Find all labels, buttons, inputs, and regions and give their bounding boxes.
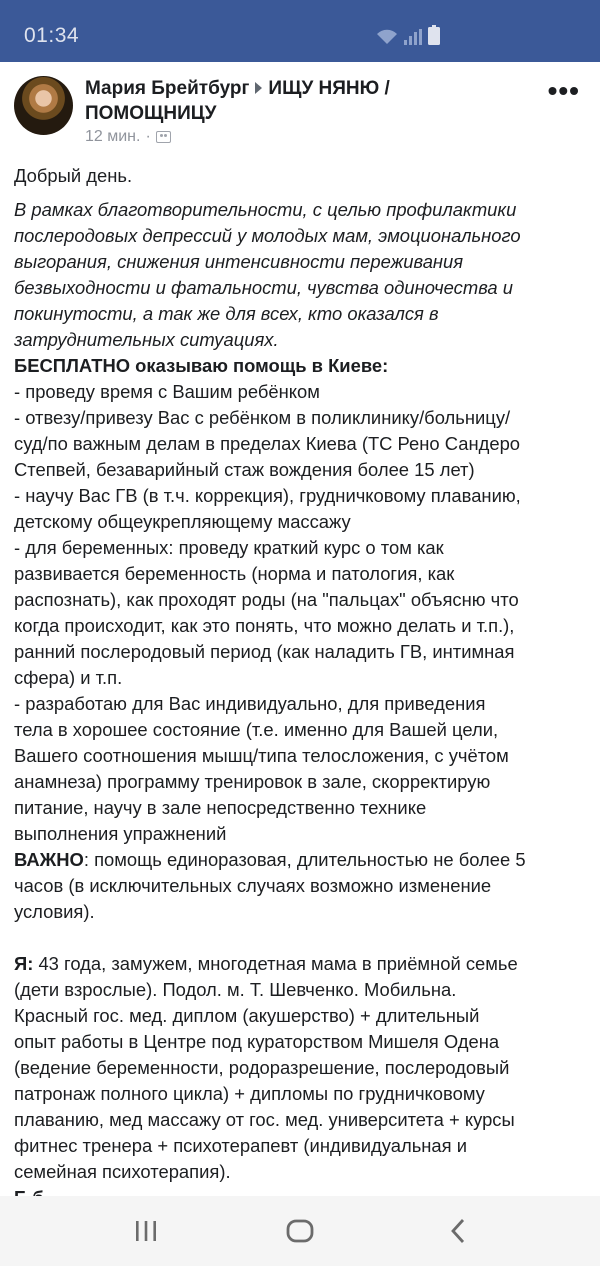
service-line: питание, научу в зале непосредственно технике [14, 797, 427, 818]
service-line: ранний послеродовый период (как наладить ГВ, интимная [14, 641, 515, 662]
greeting: Добрый день. [14, 165, 133, 186]
service-line: - научу Вас ГВ (в т.ч. коррекция), грудничковому плаванию, [14, 485, 521, 506]
wifi-icon [376, 29, 398, 45]
about-line-cont: (дети взрослые). Подол. м. Т. Шевченко. Мобильна. [14, 979, 457, 1000]
back-button[interactable] [428, 1210, 488, 1252]
about-line-cont: опыт работы в Центре под кураторством Мишеля Одена [14, 1031, 500, 1052]
important-line-cont: часов (в исключительных случаях возможно изменение [14, 875, 492, 896]
arrow-right-icon [255, 82, 262, 94]
service-line: суд/по важным делам в пределах Киева (ТС Рено Сандеро [14, 433, 521, 454]
service-line: - проведу время с Вашим ребёнком [14, 381, 320, 402]
status-icons [376, 25, 440, 45]
more-options-button[interactable]: ••• [547, 75, 580, 106]
post-header [0, 62, 600, 152]
intro-line: послеродовых депрессий у молодых мам, эмоционального [14, 225, 521, 246]
recents-icon [134, 1219, 158, 1243]
group-audience-icon [156, 131, 171, 143]
service-line: - для беременных: проведу краткий курс о том как [14, 537, 444, 558]
status-time: 01:34 [24, 24, 80, 47]
about-line-cont: (ведение беременности, родоразрешение, послеродовый [14, 1057, 510, 1078]
post-body-viewport [0, 152, 600, 1196]
group-name[interactable]: ИЩУ НЯНЮ / ПОМОЩНИЦУ [85, 78, 390, 124]
back-icon [448, 1218, 468, 1244]
author-name[interactable]: Мария Брейтбург [85, 78, 250, 99]
battery-icon [428, 25, 440, 45]
intro-line: покинутости, а так же для всех, кто оказался в [14, 303, 439, 324]
author-line [85, 76, 525, 126]
about-line-cont: фитнес тренера + психотерапевт (индивидуальная и [14, 1135, 468, 1156]
about-line: Я: 43 года, замужем, многодетная мама в приёмной семье [14, 953, 518, 974]
important-line: ВАЖНО: помощь единоразовая, длительностью не более 5 [14, 849, 526, 870]
service-line: - разработаю для Вас индивидуально, для приведения [14, 693, 486, 714]
intro-line: В рамках благотворительности, с целью профилактики [14, 199, 517, 220]
intro-line: выгорания, снижения интенсивности переживания [14, 251, 464, 272]
home-button[interactable] [270, 1210, 330, 1252]
post-time[interactable]: 12 мин. [85, 128, 141, 145]
service-line: когда происходит, как это понять, что можно делать и т.п.), [14, 615, 515, 636]
avatar[interactable] [14, 76, 73, 135]
about-label: Я: [14, 953, 34, 974]
signal-icon [404, 29, 422, 45]
important-rest [14, 873, 590, 925]
intro-line: затруднительных ситуациях. [14, 329, 279, 350]
service-line: развивается беременность (норма и патология, как [14, 563, 455, 584]
about-line-cont: Красный гос. мед. диплом (акушерство) + длительный [14, 1005, 480, 1026]
home-icon [286, 1219, 314, 1243]
important-line-cont: условия). [14, 901, 95, 922]
about-line-cont: плаванию, мед массажу от гос. мед. университета + курсы [14, 1109, 515, 1130]
about-line-cont: семейная психотерапия). [14, 1161, 231, 1182]
service-line: сфера) и т.п. [14, 667, 123, 688]
service-line: выполнения упражнений [14, 823, 227, 844]
recents-button[interactable] [116, 1210, 176, 1252]
service-line: распознать), как проходят роды (на "пальцах" объясню что [14, 589, 519, 610]
service-line: детскому общеукрепляющему массажу [14, 511, 351, 532]
service-line: Вашего соотношения мышц/типа телосложения, с учётом [14, 745, 509, 766]
service-line: Степвей, безаварийный стаж вождения более 15 лет) [14, 459, 475, 480]
post-body [14, 163, 590, 1211]
service-line: - отвезу/привезу Вас с ребёнком в поликлинику/больницу/ [14, 407, 511, 428]
important-label: ВАЖНО [14, 849, 84, 870]
navigation-bar [0, 1196, 600, 1266]
free-heading: БЕСПЛАТНО оказываю помощь в Киеве: [14, 355, 389, 376]
about-line-cont: патронаж полного цикла) + дипломы по грудничковому [14, 1083, 485, 1104]
intro-line: безвыходности и фатальности, чувства одиночества и [14, 277, 513, 298]
services-list [14, 379, 590, 847]
meta-separator: · [145, 128, 151, 145]
intro-text [14, 197, 590, 353]
about-rest [14, 977, 590, 1185]
service-line: анамнеза) программу тренировок в зале, скорректирую [14, 771, 491, 792]
post-meta [85, 128, 171, 146]
status-bar [0, 0, 600, 62]
service-line: тела в хорошее состояние (т.е. именно для Вашей цели, [14, 719, 499, 740]
